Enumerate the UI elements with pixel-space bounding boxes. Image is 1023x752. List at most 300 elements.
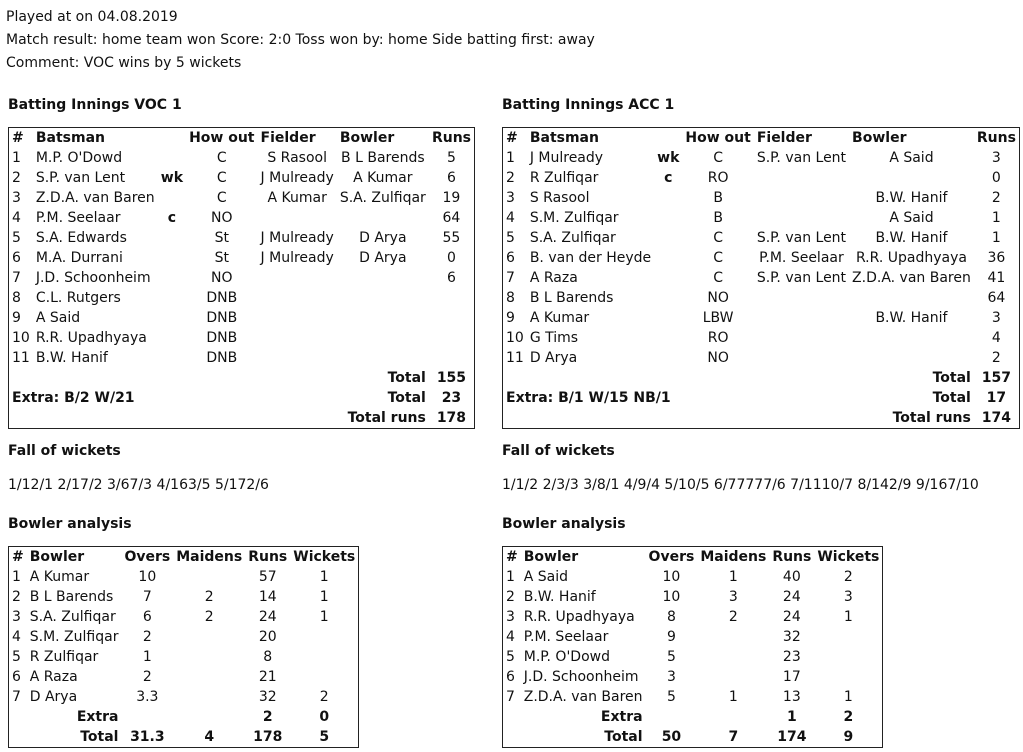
wickets: 3 [843, 589, 853, 605]
bowling-table-acc [502, 546, 883, 748]
runs-scored: 0 [446, 250, 456, 266]
bowling-total-row [9, 727, 359, 748]
bowler-number: 2 [12, 589, 21, 605]
summary-maidens: 7 [728, 729, 739, 745]
bowler-number: 7 [12, 689, 21, 705]
bowler-number: 2 [506, 589, 515, 605]
batting-title-voc: Batting Innings VOC 1 [8, 97, 182, 113]
how-out: NO [707, 350, 729, 366]
how-out: C [713, 250, 723, 266]
batting-number: 2 [12, 170, 21, 186]
batting-row [9, 268, 475, 288]
overs: 1 [142, 649, 152, 665]
batting-number: 10 [12, 330, 30, 346]
overs: 3.3 [136, 689, 159, 705]
maidens [173, 687, 245, 707]
runs-conceded: 57 [258, 569, 277, 585]
spacer-cell [503, 368, 850, 388]
batting-row [503, 228, 1020, 248]
bowler-name: S.A. Zulfiqar [339, 190, 426, 206]
runs-conceded: 21 [258, 669, 277, 685]
wickets [814, 667, 883, 687]
bowler-name: A Said [889, 150, 934, 166]
bowler-name: D Arya [359, 250, 407, 266]
runs-conceded: 23 [782, 649, 801, 665]
bowling-extra-row [503, 707, 883, 727]
runs-scored: 0 [991, 170, 1001, 186]
bowler-name: B.W. Hanif [875, 230, 948, 246]
bowler-name [849, 168, 974, 188]
total-runs-label: Total runs [347, 410, 426, 426]
batsman-role [654, 268, 682, 288]
fielder-name [258, 268, 337, 288]
runs-scored: 41 [987, 270, 1006, 286]
batsman-name: S Rasool [529, 190, 590, 206]
batsman-role [158, 268, 186, 288]
maidens: 1 [728, 689, 738, 705]
wickets [290, 667, 359, 687]
fielder-name: P.M. Seelaar [759, 250, 844, 266]
batting-number: 3 [506, 190, 515, 206]
fielder-name: S.P. van Lent [756, 230, 847, 246]
bowling-row [503, 687, 883, 707]
fow-text-voc: 1/12/1 2/17/2 3/67/3 4/163/5 5/172/6 [8, 477, 269, 493]
wickets: 1 [319, 589, 329, 605]
how-out: C [713, 270, 723, 286]
summary-overs: 31.3 [130, 729, 165, 745]
overs: 7 [142, 589, 152, 605]
batsman-role [158, 328, 186, 348]
batsman-role: c [167, 210, 177, 226]
batting-total-row [9, 368, 475, 388]
bowling-row [9, 687, 359, 707]
bowling-row [9, 587, 359, 607]
maidens: 2 [204, 589, 214, 605]
maidens [173, 627, 245, 647]
maidens: 1 [728, 569, 738, 585]
bowling-row [9, 647, 359, 667]
batsman-name: A Said [35, 310, 81, 326]
overs: 2 [142, 669, 152, 685]
overs: 9 [666, 629, 676, 645]
batting-table-voc [8, 127, 475, 429]
how-out: RO [707, 170, 729, 186]
overs: 3 [666, 669, 676, 685]
runs-scored: 3 [991, 310, 1001, 326]
overs: 10 [138, 569, 157, 585]
fielder-name [754, 328, 849, 348]
batting-number: 9 [12, 310, 21, 326]
batting-row [503, 148, 1020, 168]
bowler-number: 3 [506, 609, 515, 625]
runs-conceded: 32 [258, 689, 277, 705]
runs-scored: 3 [991, 150, 1001, 166]
bowler-name: D Arya [359, 230, 407, 246]
wickets: 1 [319, 569, 329, 585]
total-runs-value: 174 [981, 410, 1011, 426]
batting-number: 1 [12, 150, 21, 166]
batsman-name: S.A. Zulfiqar [529, 230, 616, 246]
maidens [697, 667, 769, 687]
match-played-line: Played at on 04.08.2019 [6, 9, 178, 25]
bowler-name: M.P. O'Dowd [523, 649, 610, 665]
how-out: C [216, 170, 227, 186]
bowler-name: B L Barends [341, 150, 425, 166]
how-out: C [713, 230, 723, 246]
bowler-name [337, 268, 429, 288]
batsman-name: D Arya [529, 350, 578, 366]
summary-overs [646, 707, 698, 727]
batsman-name: B L Barends [529, 290, 614, 306]
batsman-role [654, 188, 682, 208]
runs-scored: 4 [991, 330, 1001, 346]
fielder-name [754, 288, 849, 308]
summary-maidens [697, 707, 769, 727]
batting-row [9, 348, 475, 368]
bowling-column-header: Overs [648, 549, 695, 565]
batting-row [503, 168, 1020, 188]
bowler-name: B.W. Hanif [875, 310, 948, 326]
extras-total-value: 17 [986, 390, 1007, 406]
spacer-cell [9, 408, 337, 429]
summary-runs: 174 [777, 729, 807, 745]
extras-total-label: Total [932, 390, 971, 406]
runs-conceded: 24 [258, 609, 277, 625]
runs-conceded: 13 [782, 689, 801, 705]
batting-row [9, 228, 475, 248]
batsman-role [158, 248, 186, 268]
extras-total-value: 23 [441, 390, 462, 406]
batting-row [9, 328, 475, 348]
how-out: DNB [206, 310, 238, 326]
how-out: St [214, 230, 229, 246]
batting-column-header: How out [685, 130, 751, 146]
batting-number: 5 [506, 230, 515, 246]
bowler-name: A Kumar [29, 569, 90, 585]
batting-number: 6 [506, 250, 515, 266]
how-out: NO [211, 210, 233, 226]
batting-extra-row [9, 388, 475, 408]
batsman-name: S.A. Edwards [35, 230, 127, 246]
batting-row [9, 248, 475, 268]
overs: 6 [142, 609, 152, 625]
batsman-name: P.M. Seelaar [35, 210, 121, 226]
runs-scored: 1 [991, 210, 1001, 226]
overs: 10 [662, 569, 681, 585]
runs-conceded: 17 [782, 669, 801, 685]
bowler-name: S.M. Zulfiqar [29, 629, 119, 645]
bowling-column-header: Runs [772, 549, 812, 565]
bowler-number: 4 [12, 629, 21, 645]
batting-row [9, 208, 475, 228]
how-out: NO [211, 270, 233, 286]
spacer-cell [503, 727, 521, 748]
batsman-role [158, 188, 186, 208]
bowler-number: 5 [12, 649, 21, 665]
batsman-name: Z.D.A. van Baren [35, 190, 155, 206]
batting-column-header: Runs [976, 130, 1016, 146]
runs-scored [429, 348, 475, 368]
batting-title-acc: Batting Innings ACC 1 [502, 97, 675, 113]
bowling-column-header: # [506, 549, 518, 565]
batsman-name: J Mulready [529, 150, 604, 166]
batsman-role [158, 308, 186, 328]
bowling-column-header: Overs [124, 549, 171, 565]
bowler-name: Z.D.A. van Baren [523, 689, 643, 705]
bowler-number: 6 [506, 669, 515, 685]
maidens [697, 627, 769, 647]
summary-maidens: 4 [204, 729, 215, 745]
fielder-name: J Mulready [260, 250, 334, 266]
spacer-cell [503, 707, 521, 727]
summary-label: Extra [600, 709, 643, 725]
bowler-name [337, 348, 429, 368]
runs-scored: 6 [446, 270, 456, 286]
wickets: 1 [843, 609, 853, 625]
batting-row [503, 328, 1020, 348]
batting-column-header: Bowler [852, 130, 907, 146]
batting-total-row [503, 368, 1020, 388]
runs-scored: 1 [991, 230, 1001, 246]
batsman-name: C.L. Rutgers [35, 290, 121, 306]
runs-conceded: 40 [782, 569, 801, 585]
extras-label: Extra: B/1 W/15 NB/1 [506, 390, 671, 406]
bowling-row [503, 647, 883, 667]
batting-row [9, 308, 475, 328]
batsman-role [654, 288, 682, 308]
batsman-name: J.D. Schoonheim [35, 270, 151, 286]
batting-row [503, 308, 1020, 328]
how-out: C [216, 190, 227, 206]
bowling-total-row [503, 727, 883, 748]
fielder-name: J Mulready [260, 170, 334, 186]
bowling-column-header: Maidens [700, 549, 767, 565]
batting-column-header: Bowler [339, 130, 395, 146]
batting-column-header: Batsman [35, 130, 105, 146]
fielder-name: S.P. van Lent [756, 270, 847, 286]
how-out: DNB [206, 350, 238, 366]
bowling-header-row [503, 547, 883, 568]
batting-number: 6 [12, 250, 21, 266]
how-out: DNB [206, 290, 238, 306]
bowling-column-header: Runs [248, 549, 288, 565]
bowling-title-voc: Bowler analysis [8, 516, 132, 532]
wickets: 1 [843, 689, 853, 705]
total-runs-value: 178 [436, 410, 467, 426]
batsman-name: A Raza [529, 270, 578, 286]
summary-runs: 2 [262, 709, 273, 725]
runs-scored: 64 [987, 290, 1006, 306]
batting-column-header: Fielder [260, 130, 316, 146]
batting-number: 10 [506, 330, 524, 346]
maidens: 2 [204, 609, 214, 625]
batting-header-row [503, 128, 1020, 149]
summary-overs: 50 [661, 729, 682, 745]
batsman-role [654, 208, 682, 228]
batsman-name: A Kumar [529, 310, 590, 326]
runs-scored: 55 [442, 230, 461, 246]
batting-extra-row [503, 388, 1020, 408]
runs-conceded: 8 [263, 649, 273, 665]
overs: 5 [666, 689, 676, 705]
runs-scored: 2 [991, 350, 1001, 366]
bowling-row [9, 667, 359, 687]
wickets: 2 [843, 569, 853, 585]
bowler-name: J.D. Schoonheim [523, 669, 639, 685]
bowler-name: A Raza [29, 669, 78, 685]
total-value: 155 [436, 370, 467, 386]
batting-row [503, 248, 1020, 268]
wickets [290, 647, 359, 667]
bowling-column-header: Wickets [817, 549, 880, 565]
batting-number: 5 [12, 230, 21, 246]
spacer-cell [9, 368, 337, 388]
batsman-name: M.A. Durrani [35, 250, 123, 266]
summary-maidens [173, 707, 245, 727]
wickets [290, 627, 359, 647]
batsman-role: wk [160, 170, 184, 186]
bowling-row [503, 667, 883, 687]
batsman-name: B.W. Hanif [35, 350, 108, 366]
overs: 2 [142, 629, 152, 645]
batting-column-header: Batsman [529, 130, 599, 146]
fielder-name [754, 308, 849, 328]
batting-column-header: Fielder [756, 130, 812, 146]
batsman-role [654, 248, 682, 268]
fielder-name [258, 288, 337, 308]
bowler-name [337, 328, 429, 348]
fow-title-acc: Fall of wickets [502, 443, 615, 459]
match-comment-line: Comment: VOC wins by 5 wickets [6, 55, 242, 71]
match-result-line: Match result: home team won Score: 2:0 Toss won by: home Side batting first: away [6, 32, 595, 48]
bowler-name [849, 288, 974, 308]
batsman-role [654, 348, 682, 368]
batting-column-header [158, 128, 186, 149]
runs-conceded: 14 [258, 589, 277, 605]
overs: 8 [666, 609, 676, 625]
wickets: 1 [319, 609, 329, 625]
bowling-title-acc: Bowler analysis [502, 516, 626, 532]
batsman-name: G Tims [529, 330, 579, 346]
bowling-column-header: Bowler [523, 549, 579, 565]
bowler-name: S.A. Zulfiqar [29, 609, 116, 625]
bowling-column-header: # [12, 549, 24, 565]
runs-scored: 5 [446, 150, 456, 166]
batting-row [503, 188, 1020, 208]
bowler-name: A Kumar [353, 170, 413, 186]
summary-label: Extra [76, 709, 119, 725]
batting-row [9, 288, 475, 308]
bowler-name [849, 348, 974, 368]
batting-header-row [9, 128, 475, 149]
batsman-name: R.R. Upadhyaya [35, 330, 147, 346]
batsman-role: wk [657, 150, 680, 166]
how-out: B [713, 210, 723, 226]
bowling-header-row [9, 547, 359, 568]
batsman-name: M.P. O'Dowd [35, 150, 123, 166]
maidens [697, 647, 769, 667]
wickets: 2 [319, 689, 329, 705]
bowling-row [9, 607, 359, 627]
fielder-name [258, 348, 337, 368]
bowler-name [337, 208, 429, 228]
batting-number: 11 [506, 350, 524, 366]
bowling-extra-row [9, 707, 359, 727]
runs-scored [429, 308, 475, 328]
batting-number: 4 [506, 210, 515, 226]
extras-total-label: Total [387, 390, 426, 406]
bowler-number: 6 [12, 669, 21, 685]
summary-runs: 178 [253, 729, 283, 745]
bowler-number: 3 [12, 609, 21, 625]
bowler-name: A Said [523, 569, 569, 585]
batting-row [503, 288, 1020, 308]
runs-conceded: 32 [782, 629, 801, 645]
batting-number: 11 [12, 350, 30, 366]
bowling-row [503, 607, 883, 627]
runs-conceded: 24 [782, 589, 801, 605]
overs: 5 [666, 649, 676, 665]
bowling-row [503, 627, 883, 647]
wickets [814, 627, 883, 647]
runs-scored: 6 [446, 170, 456, 186]
batting-number: 3 [12, 190, 21, 206]
batting-row [9, 148, 475, 168]
bowler-name: P.M. Seelaar [523, 629, 609, 645]
batsman-role [654, 308, 682, 328]
bowling-table-voc [8, 546, 359, 748]
how-out: LBW [702, 310, 734, 326]
bowler-number: 7 [506, 689, 515, 705]
bowler-name [337, 288, 429, 308]
total-label: Total [387, 370, 426, 386]
fielder-name: A Kumar [267, 190, 327, 206]
fielder-name [754, 188, 849, 208]
bowler-number: 5 [506, 649, 515, 665]
bowler-name [849, 328, 974, 348]
fielder-name [258, 308, 337, 328]
runs-conceded: 20 [258, 629, 277, 645]
how-out: DNB [206, 330, 238, 346]
runs-scored: 64 [442, 210, 461, 226]
batting-row [503, 348, 1020, 368]
fow-text-acc: 1/1/2 2/3/3 3/8/1 4/9/4 5/10/5 6/77777/6 7/1110/7 8/142/9 9/167/10 [502, 477, 979, 493]
batsman-role [158, 148, 186, 168]
bowler-number: 4 [506, 629, 515, 645]
maidens [173, 667, 245, 687]
runs-scored [429, 288, 475, 308]
fielder-name: S Rasool [267, 150, 327, 166]
runs-scored: 2 [991, 190, 1001, 206]
bowler-name: R.R. Upadhyaya [855, 250, 967, 266]
bowling-row [503, 587, 883, 607]
bowling-row [503, 567, 883, 587]
batsman-role [158, 348, 186, 368]
batting-column-header: # [506, 130, 518, 146]
runs-scored: 19 [442, 190, 461, 206]
overs: 10 [662, 589, 681, 605]
fow-title-voc: Fall of wickets [8, 443, 121, 459]
batsman-name: B. van der Heyde [529, 250, 652, 266]
runs-scored: 36 [987, 250, 1006, 266]
fielder-name [754, 168, 849, 188]
how-out: NO [707, 290, 729, 306]
batting-number: 2 [506, 170, 515, 186]
maidens [173, 647, 245, 667]
spacer-cell [9, 707, 27, 727]
batting-row [503, 208, 1020, 228]
fielder-name [258, 328, 337, 348]
